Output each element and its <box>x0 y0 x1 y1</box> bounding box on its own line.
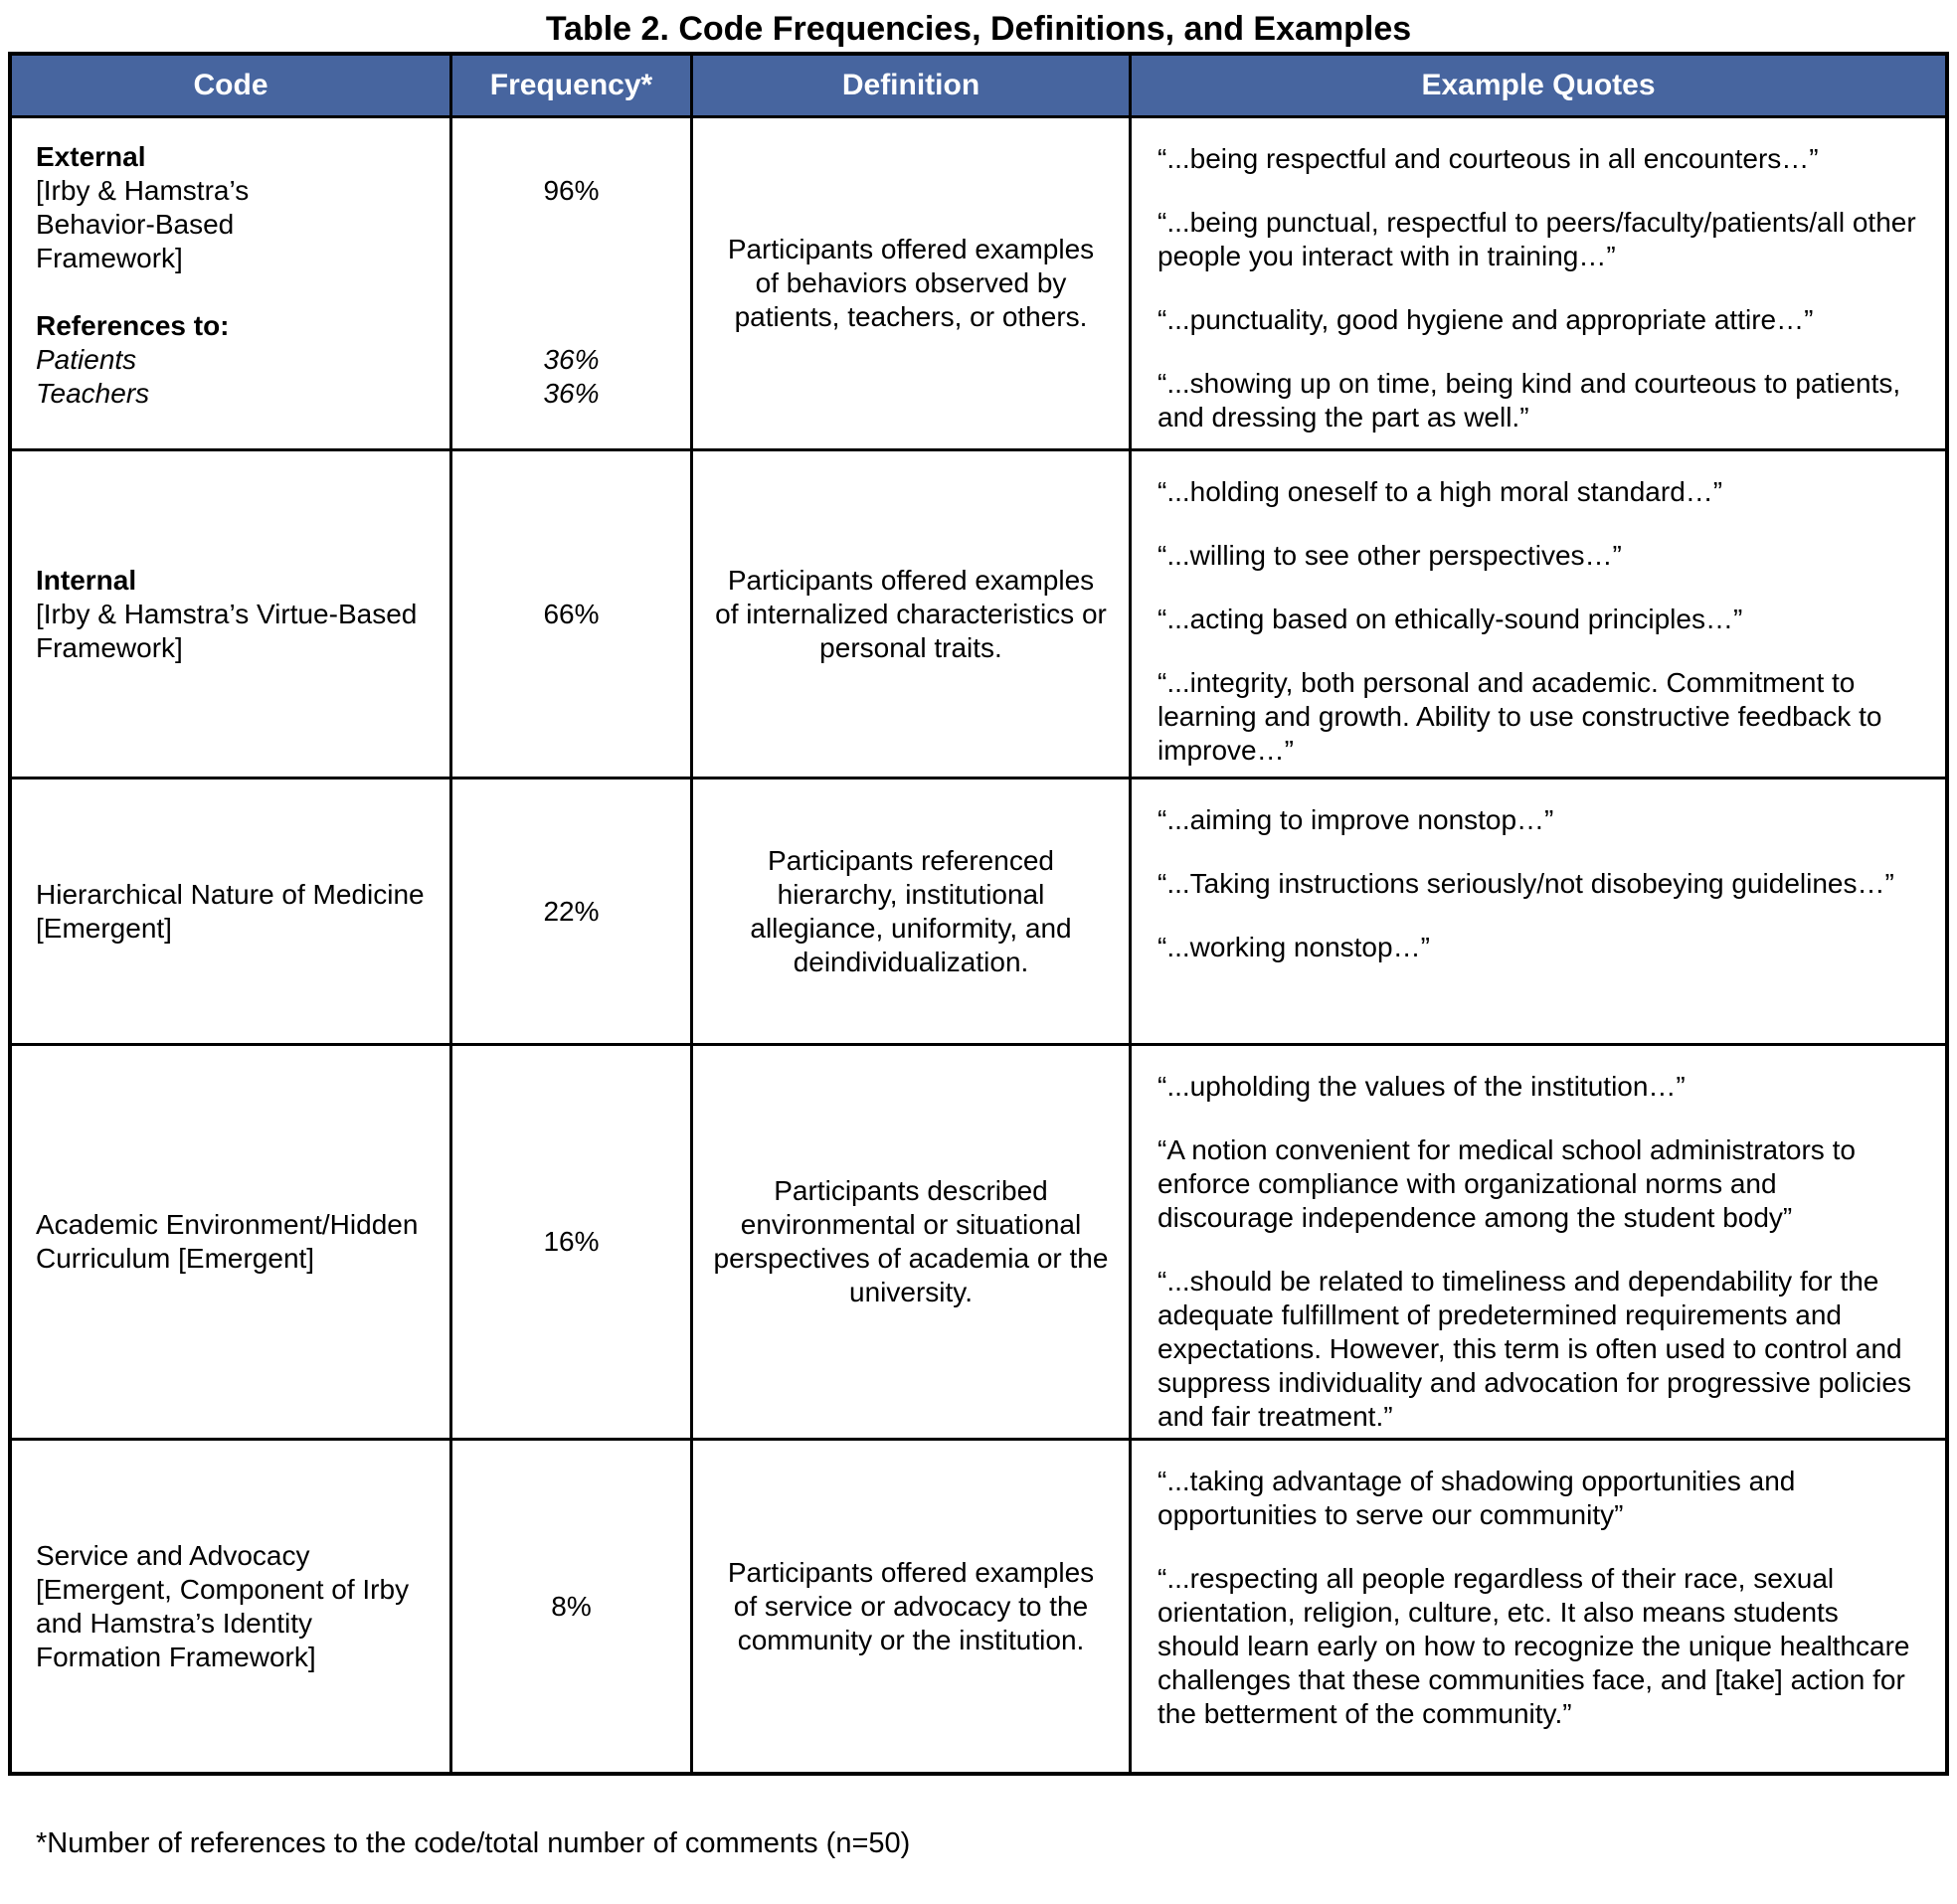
column-header-frequency: Frequency* <box>452 56 693 118</box>
code-cell-service-advocacy: Service and Advocacy [Emergent, Component of Irby and Hamstra’s Identity Formation Framework] <box>12 1441 452 1772</box>
frequency-cell-academic-environment: 16% <box>452 1046 693 1441</box>
page-title: Table 2. Code Frequencies, Definitions, and Examples <box>545 10 1412 48</box>
table-footnote: *Number of references to the code/total number of comments (n=50) <box>36 1827 911 1859</box>
code-frequencies-table <box>8 52 1949 1776</box>
definition-cell-service-advocacy: Participants offered examples of service or advocacy to the community or the institution. <box>693 1441 1132 1772</box>
quotes-cell-hierarchical: “...aiming to improve nonstop…” “...Taking instructions seriously/not disobeying guidelines…” “...working nonstop…” <box>1132 779 1945 1046</box>
code-cell-academic-environment: Academic Environment/Hidden Curriculum [Emergent] <box>12 1046 452 1441</box>
quotes-cell-service-advocacy: “...taking advantage of shadowing opportunities and opportunities to serve our community” “...respecting all people regardless of their race, sexual orientation, religion, culture, etc. It also means students should learn early on how to recognize the unique healthcare challenges that these communities face, and [take] action for the betterment of the community.” <box>1157 1466 1910 1729</box>
code-cell-internal: Internal [Irby & Hamstra’s Virtue-Based Framework] <box>12 451 452 779</box>
column-header-example-quotes: Example Quotes <box>1132 56 1945 118</box>
column-header-code: Code <box>12 56 452 118</box>
quotes-cell-academic-environment: “...upholding the values of the institution…” “A notion convenient for medical school administrators to enforce compliance with organizational norms and discourage independence among the student body” “...should be related to timeliness and dependability for the adequate fulfillment of predetermined requirements and expectations. However, this term is often used to control and suppress individuality and advocation for progressive policies and fair treatment.” <box>1132 1046 1945 1441</box>
frequency-cell-internal: 66% <box>452 451 693 779</box>
code-cell-hierarchical: Hierarchical Nature of Medicine [Emergent] <box>12 779 452 1046</box>
quotes-cell-internal: “...holding oneself to a high moral standard…” “...willing to see other perspectives…” “...acting based on ethically-sound principles…” “...integrity, both personal and academic. Commitment to learning and growth. Ability to use constructive feedback to improve…” <box>1132 451 1945 779</box>
frequency-cell-external: 96% 36% 36% <box>452 118 693 451</box>
code-cell-external: External [Irby & Hamstra’s Behavior-Based Framework] References to: Patients Teachers <box>12 118 452 451</box>
definition-cell-hierarchical: Participants referenced hierarchy, institutional allegiance, uniformity, and deindividualization. <box>693 779 1132 1046</box>
quotes-cell-external: “...being respectful and courteous in all encounters…” “...being punctual, respectful to peers/faculty/patients/all other people you interact with in training…” “...punctuality, good hygiene and appropriate attire…” “...showing up on time, being kind and courteous to patients, and dressing the part as well.” <box>1132 118 1945 451</box>
column-header-definition: Definition <box>693 56 1132 118</box>
definition-cell-internal: Participants offered examples of internalized characteristics or personal traits. <box>693 451 1132 779</box>
definition-cell-academic-environment: Participants described environmental or situational perspectives of academia or the university. <box>693 1046 1132 1441</box>
definition-cell-external: Participants offered examples of behaviors observed by patients, teachers, or others. <box>693 118 1132 451</box>
frequency-cell-hierarchical: 22% <box>452 779 693 1046</box>
frequency-cell-service-advocacy: 8% <box>452 1441 693 1772</box>
